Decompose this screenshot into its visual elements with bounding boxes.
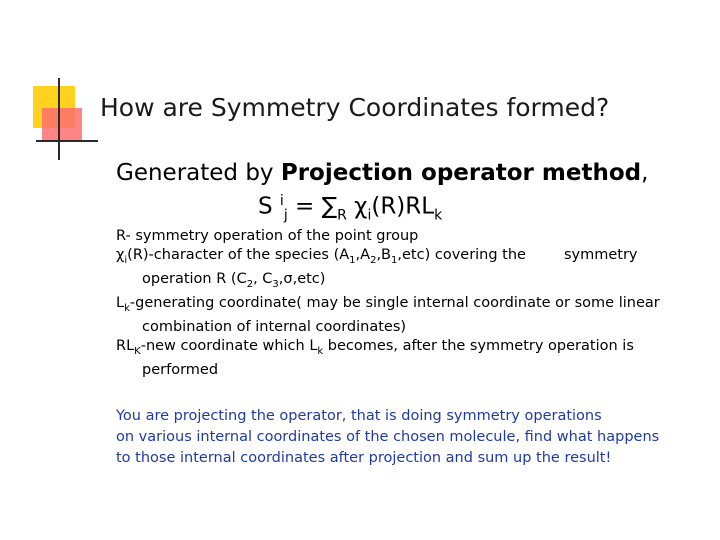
rlk-sub: K xyxy=(134,345,141,357)
def-chi xyxy=(116,246,712,294)
slide-title: How are Symmetry Coordinates formed? xyxy=(100,93,610,122)
rlk-lk-sub: k xyxy=(317,345,324,357)
def-rlk-text2: becomes, after the symmetry operation is xyxy=(323,337,634,354)
lk-l: L xyxy=(116,294,125,311)
sub-a2: 2 xyxy=(370,254,377,266)
def-chi-b: ,B xyxy=(376,247,392,263)
note-line-2: on various internal coordinates of the chosen molecule, find what happens xyxy=(116,429,660,445)
formula-eq: = ∑ xyxy=(287,193,338,220)
chi-sub: i xyxy=(124,254,128,266)
method-name: Projection operator method xyxy=(280,160,642,186)
def-op-c: , C xyxy=(253,270,273,287)
formula-rest: (R)RL xyxy=(371,193,435,220)
formula-sub-r: R xyxy=(337,207,347,224)
def-r: R- symmetry operation of the point group xyxy=(116,228,419,244)
intro-prefix: Generated by xyxy=(116,160,281,186)
def-lk-text: -generating coordinate( may be single internal coordinate or some linear xyxy=(129,294,660,311)
formula xyxy=(258,193,442,223)
def-chi-covering: ,etc) covering the xyxy=(397,247,526,263)
slide-logo xyxy=(0,0,100,170)
sub-c2: 2 xyxy=(246,278,254,290)
explanation-note xyxy=(116,406,716,469)
def-op-rest: ,σ,etc) xyxy=(278,270,326,287)
intro-suffix: , xyxy=(641,160,649,186)
def-op: operation R (C xyxy=(142,270,247,287)
def-lk xyxy=(116,294,712,337)
def-lk-cont: combination of internal coordinates) xyxy=(142,318,407,335)
note-line-3: to those internal coordinates after projection and sum up the result! xyxy=(116,450,612,466)
red-square xyxy=(42,108,82,140)
formula-sub-k: k xyxy=(434,207,443,224)
lk-sub: k xyxy=(124,302,130,314)
definitions xyxy=(116,227,712,380)
formula-sup-i: i xyxy=(279,193,284,209)
formula-chi: χ xyxy=(346,193,368,220)
def-rlk-text: -new coordinate which L xyxy=(140,337,318,354)
formula-s: S xyxy=(258,193,280,220)
chi-symbol: χ xyxy=(116,247,125,263)
formula-chi-sub: i xyxy=(367,207,372,224)
note-line-1: You are projecting the operator, that is doing symmetry operations xyxy=(116,408,602,424)
rlk-rl: RL xyxy=(116,337,135,354)
def-chi-symmetry: symmetry xyxy=(563,247,638,263)
def-rlk-cont: performed xyxy=(142,361,219,378)
sub-c3: 3 xyxy=(272,278,279,290)
vertical-rule xyxy=(58,78,60,160)
def-chi-cont xyxy=(116,270,712,294)
sub-b1: 1 xyxy=(391,254,398,266)
def-rlk xyxy=(116,337,712,380)
def-chi-text: (R)-character of the species (A xyxy=(127,247,350,263)
formula-sub-j: j xyxy=(283,207,288,224)
horizontal-rule xyxy=(36,140,98,142)
def-chi-a: ,A xyxy=(355,247,371,263)
intro-line xyxy=(116,160,648,186)
sub-a1: 1 xyxy=(349,254,356,266)
